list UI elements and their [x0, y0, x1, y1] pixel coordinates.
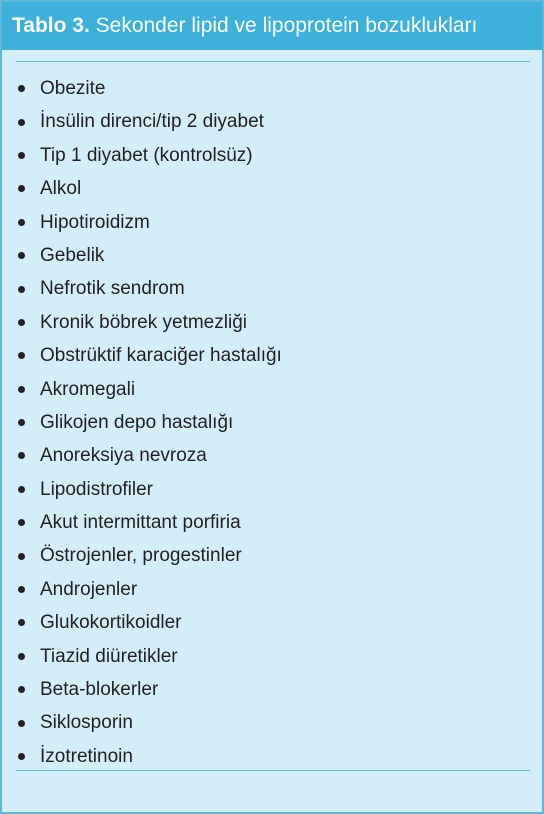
- list-item: [18, 740, 518, 773]
- bullet-icon: [18, 720, 25, 727]
- bullet-icon: [18, 619, 25, 626]
- list-item: [18, 539, 518, 572]
- list-item-label: Glukokortikoidler: [40, 612, 182, 634]
- list-item-label: Gebelik: [40, 244, 105, 266]
- bullet-icon: [18, 419, 25, 426]
- table-header: [2, 2, 542, 50]
- list-item: [18, 105, 518, 138]
- list-item-label: Lipodistrofiler: [40, 478, 153, 500]
- list-item: [18, 306, 518, 339]
- bullet-icon: [18, 486, 25, 493]
- list-item-label: Anoreksiya nevroza: [40, 445, 207, 467]
- list-item-label: İnsülin direnci/tip 2 diyabet: [40, 111, 264, 133]
- bullet-icon: [18, 686, 25, 693]
- bullet-icon: [18, 586, 25, 593]
- bullet-icon: [18, 252, 25, 259]
- bullet-icon: [18, 286, 25, 293]
- bullet-icon: [18, 119, 25, 126]
- list-item-label: Tip 1 diyabet (kontrolsüz): [40, 144, 253, 166]
- list-item-label: İzotretinoin: [40, 745, 133, 767]
- list-item-label: Obezite: [40, 78, 106, 99]
- list-item: [18, 473, 518, 506]
- list-item-label: Östrojenler, progestinler: [40, 545, 242, 567]
- bullet-icon: [18, 319, 25, 326]
- list-item-label: Kronik böbrek yetmezliği: [40, 311, 247, 333]
- list-item: [18, 339, 518, 372]
- list-item: [18, 606, 518, 639]
- bullet-icon: [18, 219, 25, 226]
- list-item-label: Glikojen depo hastalığı: [40, 411, 234, 433]
- table-number: Tablo 3.: [12, 14, 90, 37]
- list-item: [18, 139, 518, 172]
- bullet-icon: [18, 185, 25, 192]
- item-list: [18, 72, 518, 773]
- bullet-icon: [18, 352, 25, 359]
- list-item-label: Siklosporin: [40, 712, 133, 734]
- bullet-icon: [18, 85, 25, 92]
- list-item: [18, 272, 518, 305]
- list-item-label: Androjenler: [40, 578, 138, 600]
- list-item-label: Nefrotik sendrom: [40, 278, 185, 300]
- list-item-label: Akut intermittant porfiria: [40, 512, 241, 534]
- list-item: [18, 373, 518, 406]
- bullet-icon: [18, 152, 25, 159]
- list-item-label: Tiazid diüretikler: [40, 645, 178, 667]
- bullet-icon: [18, 653, 25, 660]
- bullet-icon: [18, 519, 25, 526]
- list-item-label: Beta-blokerler: [40, 679, 159, 701]
- list-item-label: Hipotiroidizm: [40, 211, 150, 233]
- top-divider: [16, 61, 530, 62]
- list-item-label: Alkol: [40, 178, 82, 200]
- list-item: [18, 439, 518, 472]
- bullet-icon: [18, 753, 25, 760]
- list-item: [18, 640, 518, 673]
- list-item: [18, 239, 518, 272]
- list-item: [18, 573, 518, 606]
- bottom-divider: [16, 770, 530, 771]
- list-item: [18, 506, 518, 539]
- list-item: [18, 673, 518, 706]
- bullet-icon: [18, 553, 25, 560]
- list-item-label: Obstrüktif karaciğer hastalığı: [40, 345, 282, 367]
- list-item: [18, 206, 518, 239]
- bullet-icon: [18, 386, 25, 393]
- list-item-label: Akromegali: [40, 378, 136, 400]
- list-item: [18, 706, 518, 739]
- list-item: [18, 406, 518, 439]
- table-title: Sekonder lipid ve lipoprotein bozuklukları: [95, 14, 478, 37]
- bullet-icon: [18, 452, 25, 459]
- list-item: [18, 72, 518, 105]
- list-item: [18, 172, 518, 205]
